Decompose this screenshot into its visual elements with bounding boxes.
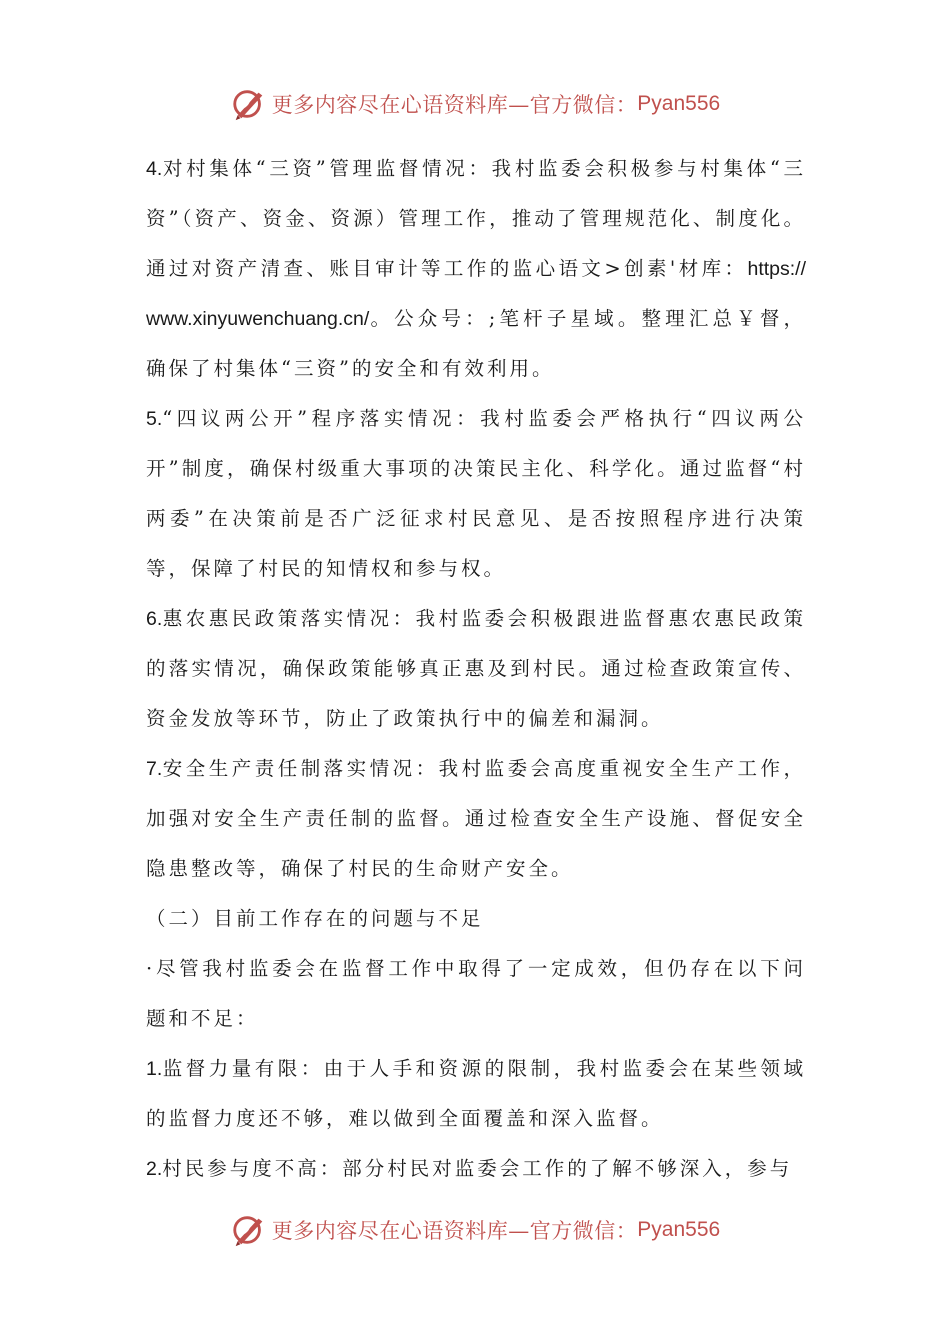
document-body [146,144,806,1194]
intro-paragraph: ·尽管我村监委会在监督工作中取得了一定成效，但仍存在以下问题和不足： [146,957,806,1030]
footer-banner [0,1210,950,1250]
section-heading: （二）目前工作存在的问题与不足 [146,907,484,930]
pen-logo-icon [230,85,268,123]
problem-item-1: 1.监督力量有限：由于人手和资源的限制，我村监委会在某些领域的监督力度还不够，难以做到全面覆盖和深入监督。 [146,1057,806,1130]
website-url[interactable]: https://www.xinyuwenchuang.cn/ [146,258,806,330]
paragraph-item-4: 4.对村集体“三资”管理监督情况：我村监委会积极参与村集体“三资”（资产、资金、资源）管理工作，推动了管理规范化、制度化。通过对资产清查、账目审计等工作的监心语文>创素'材库：https://www.xinyuwenchuang.cn/。公众号：;笔杆子星域。整理汇总￥督，确保了村集体“三资”的安全和有效利用。 [146,157,806,380]
pen-logo-icon [230,1211,268,1249]
header-banner [0,84,950,124]
header-slogan: 更多内容尽在心语资料库—官方微信： [271,93,638,117]
footer-wechat-id: Pyan556 [637,1218,721,1241]
paragraph-item-7: 7.安全生产责任制落实情况：我村监委会高度重视安全生产工作，加强对安全生产责任制的监督。通过检查安全生产设施、督促安全隐患整改等，确保了村民的生命财产安全。 [146,757,806,880]
header-wechat-id: Pyan556 [637,92,721,115]
footer-slogan: 更多内容尽在心语资料库—官方微信： [271,1219,638,1243]
paragraph-item-5: 5.“四议两公开”程序落实情况：我村监委会严格执行“四议两公开”制度，确保村级重大事项的决策民主化、科学化。通过监督“村两委”在决策前是否广泛征求村民意见、是否按照程序进行决策等，保障了村民的知情权和参与权。 [146,407,806,580]
paragraph-item-6: 6.惠农惠民政策落实情况：我村监委会积极跟进监督惠农惠民政策的落实情况，确保政策能够真正惠及到村民。通过检查政策宣传、资金发放等环节，防止了政策执行中的偏差和漏洞。 [146,607,806,730]
problem-item-2: 2.村民参与度不高：部分村民对监委会工作的了解不够深入，参与 [146,1157,793,1180]
